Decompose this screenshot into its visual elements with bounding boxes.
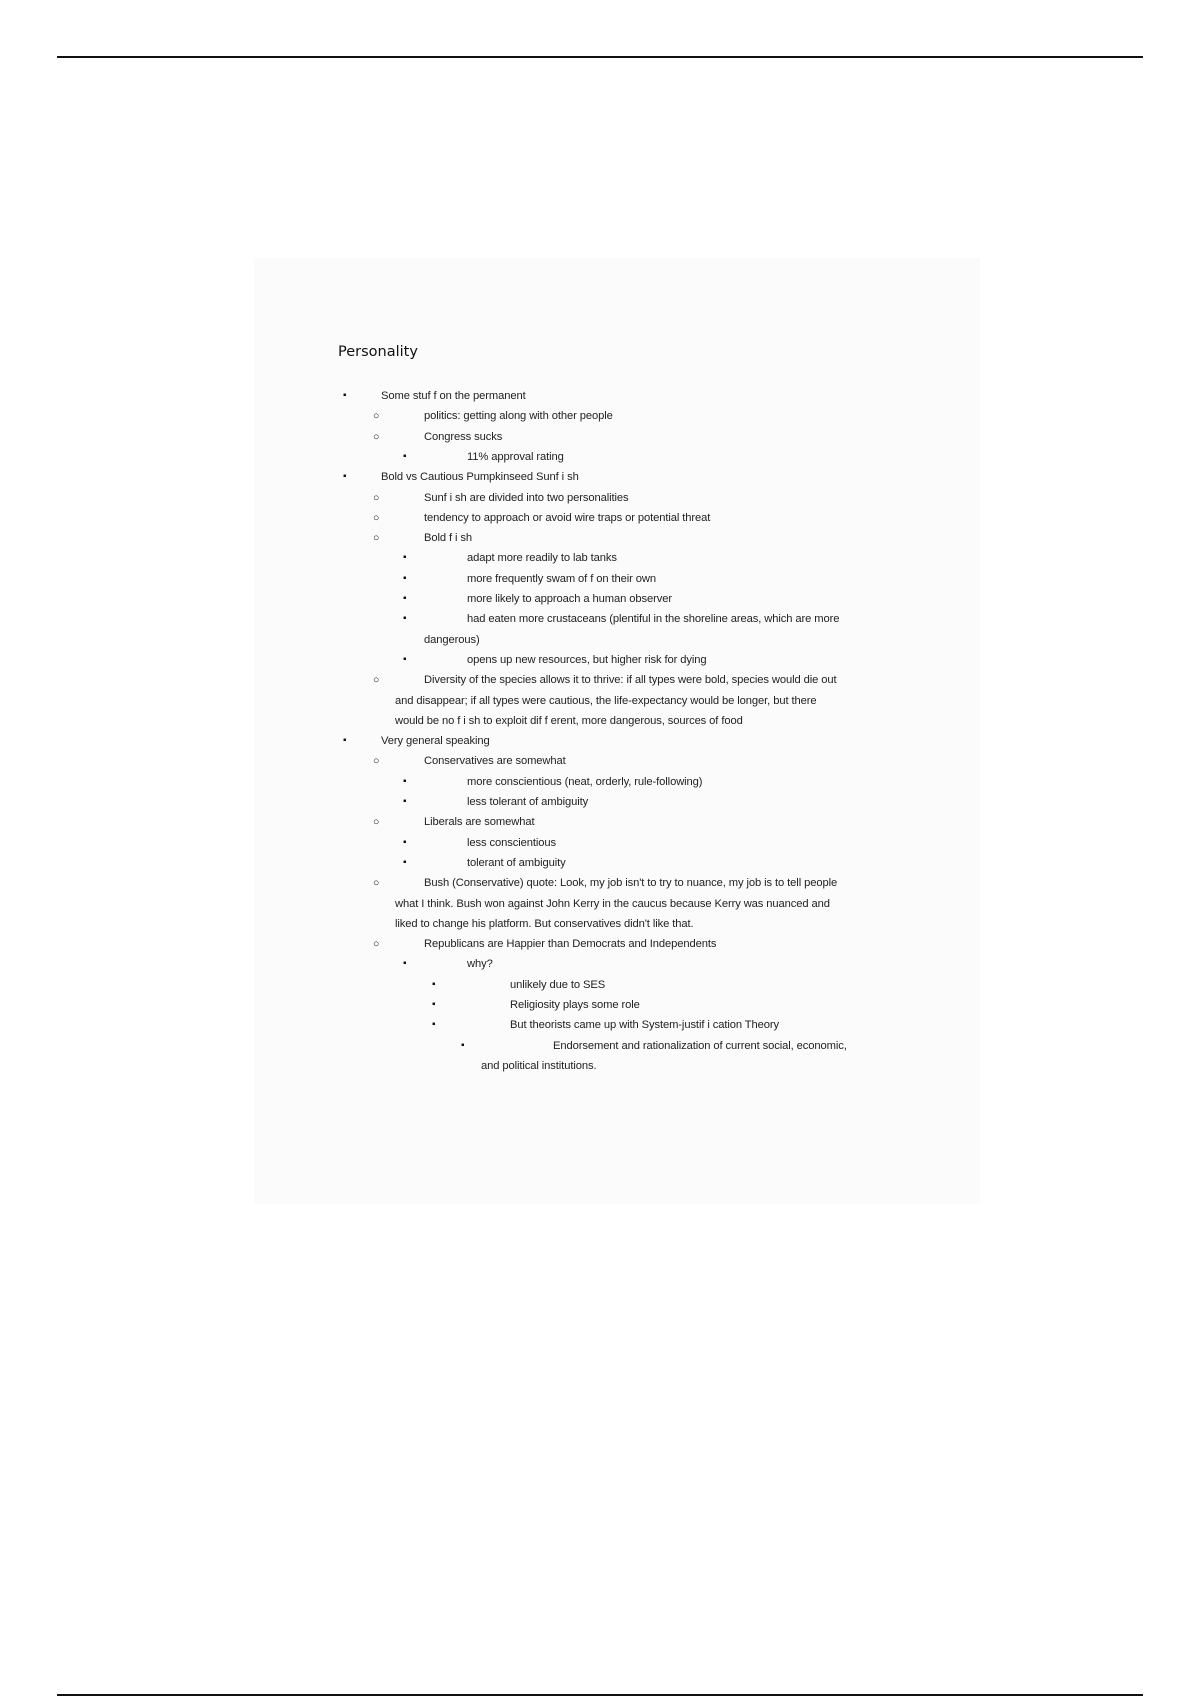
circle-bullet-icon: ○ [373,532,380,545]
outline-item-text: Liberals are somewhat [424,816,535,829]
outline-item-level-2 [0,914,1200,934]
outline-item-text: Sunf i sh are divided into two personalities [424,491,629,504]
circle-bullet-icon: ○ [373,410,380,423]
footer-rule [57,1694,1143,1696]
square-bullet-icon: ▪ [403,958,407,970]
outline-item-text: more likely to approach a human observer [467,593,672,605]
square-bullet-icon: ▪ [403,450,407,462]
outline-item-level-3 [0,954,1200,974]
outline-item-level-1 [0,386,1200,406]
outline-item-level-2 [0,670,1200,690]
outline-item-level-3 [0,548,1200,568]
outline-item-level-2 [0,427,1200,447]
outline-item-text: what I think. Bush won against John Kerry in the caucus because Kerry was nuanced and [395,897,830,910]
outline-item-level-2 [0,711,1200,731]
header-rule [57,56,1143,58]
outline-item-level-3 [0,589,1200,609]
outline-item-text: tolerant of ambiguity [467,856,566,869]
outline-item-text: Very general speaking [381,735,490,748]
outline-item-text: why? [467,958,493,971]
document-title: Personality [338,344,418,360]
outline-item-text: dangerous) [424,633,480,646]
outline-item-text: tendency to approach or avoid wire traps or potential threat [424,511,711,524]
outline-item-level-1 [0,731,1200,751]
circle-bullet-icon: ○ [373,430,380,443]
outline-item-text: Religiosity plays some role [510,999,640,1011]
outline-item-text: Bold f i sh [424,532,473,545]
outline-item-level-3 [0,569,1200,589]
outline-item-text: But theorists came up with System-justif i cation Theory [510,1019,780,1032]
outline-item-level-5 [0,1036,1200,1056]
square-bullet-icon: ▪ [403,572,407,584]
outline-item-level-2 [0,488,1200,508]
square-bullet-icon: ▪ [403,613,407,625]
outline-item-text: would be no f i sh to exploit dif f erent, more dangerous, sources of food [395,714,743,727]
square-bullet-icon: ▪ [432,999,436,1010]
outline-item-level-3 [0,833,1200,853]
outline-item-text: and disappear; if all types were cautious, the life-expectancy would be longer, but there [395,694,817,707]
circle-bullet-icon: ○ [373,511,380,524]
circle-bullet-icon: ○ [373,755,380,768]
outline-item-level-3 [0,650,1200,670]
circle-bullet-icon: ○ [373,938,380,951]
square-bullet-icon: ▪ [432,978,436,990]
outline-item-level-2 [0,894,1200,914]
outline-item-text: unlikely due to SES [510,978,606,991]
square-bullet-icon: ▪ [343,390,347,401]
outline-item-level-2 [0,508,1200,528]
outline-item-level-3 [0,609,1200,629]
outline-item-text: Bold vs Cautious Pumpkinseed Sunf i sh [381,471,579,484]
circle-bullet-icon: ○ [373,491,380,504]
circle-bullet-icon: ○ [373,674,380,687]
square-bullet-icon: ▪ [403,856,407,868]
square-bullet-icon: ▪ [403,653,407,665]
outline-item-level-2 [0,751,1200,771]
outline-item-level-3 [0,853,1200,873]
square-bullet-icon: ▪ [403,836,407,848]
circle-bullet-icon: ○ [373,877,380,890]
outline-item-level-5 [0,1056,1200,1076]
outline-item-level-1 [0,467,1200,487]
outline-item-text: less tolerant of ambiguity [467,796,589,808]
outline-item-text: Conservatives are somewhat [424,755,566,768]
outline-item-text: liked to change his platform. But conservatives didn't like that. [395,917,694,930]
outline-item-level-3 [0,792,1200,812]
outline-item-text: adapt more readily to lab tanks [467,552,617,565]
outline-item-text: less conscientious [467,836,556,849]
outline-item-text: Diversity of the species allows it to thrive: if all types were bold, species would die out [424,674,837,687]
outline-item-level-2 [0,934,1200,954]
outline-item-text: Bush (Conservative) quote: Look, my job isn't to try to nuance, my job is to tell people [424,877,838,890]
outline-item-level-4 [0,975,1200,995]
outline-item-text: more frequently swam of f on their own [467,572,656,585]
outline-item-level-2 [0,528,1200,548]
square-bullet-icon: ▪ [343,735,347,747]
outline-item-level-3 [0,772,1200,792]
square-bullet-icon: ▪ [432,1019,436,1031]
square-bullet-icon: ▪ [343,471,347,483]
outline-item-level-2 [0,691,1200,711]
outline-item-text: and political institutions. [481,1059,597,1072]
outline-item-level-3 [0,447,1200,467]
outline-item-level-3 [0,630,1200,650]
outline-item-text: opens up new resources, but higher risk for dying [467,653,707,666]
square-bullet-icon: ▪ [461,1039,465,1051]
circle-bullet-icon: ○ [373,816,380,829]
square-bullet-icon: ▪ [403,796,407,807]
outline-item-text: Some stuf f on the permanent [381,390,526,402]
outline-item-text: Republicans are Happier than Democrats and Independents [424,938,717,951]
square-bullet-icon: ▪ [403,775,407,787]
outline-item-level-2 [0,812,1200,832]
outline-item-level-4 [0,1015,1200,1035]
square-bullet-icon: ▪ [403,552,407,564]
outline-item-text: Congress sucks [424,430,503,443]
square-bullet-icon: ▪ [403,593,407,604]
outline-item-text: 11% approval rating [467,450,564,463]
outline-item-text: had eaten more crustaceans (plentiful in the shoreline areas, which are more [467,613,840,626]
outline-item-text: politics: getting along with other people [424,410,613,423]
outline-item-text: more conscientious (neat, orderly, rule-following) [467,775,703,788]
outline-item-text: Endorsement and rationalization of current social, economic, [553,1039,847,1052]
outline-item-level-4 [0,995,1200,1015]
outline-item-level-2 [0,406,1200,426]
outline-item-level-2 [0,873,1200,893]
